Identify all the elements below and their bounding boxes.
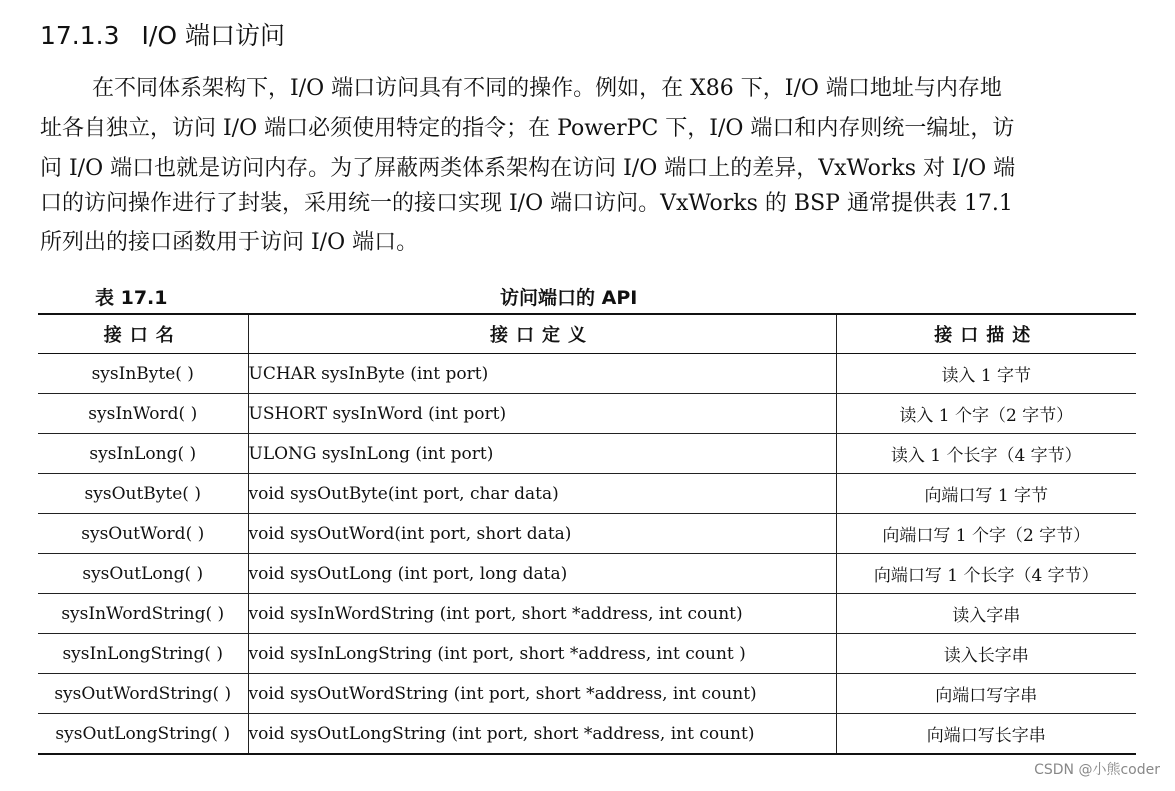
cell-description: 向端口写 1 个长字（4 字节） bbox=[836, 554, 1136, 594]
paragraph-line: 问 I/O 端口也就是访问内存。为了屏蔽两类体系架构在访问 I/O 端口上的差异，VxWorks 对 I/O 端 bbox=[40, 156, 1016, 181]
cell-definition: void sysOutLong (int port, long data) bbox=[248, 554, 836, 594]
cell-definition: USHORT sysInWord (int port) bbox=[248, 394, 836, 434]
cell-name: sysInWordString( ) bbox=[38, 594, 248, 634]
section-number: 17.1.3 bbox=[40, 21, 120, 50]
table-row bbox=[38, 554, 1136, 594]
table-header-row bbox=[38, 314, 1136, 354]
cell-description: 读入长字串 bbox=[836, 634, 1136, 674]
cell-definition: void sysInWordString (int port, short *address, int count) bbox=[248, 594, 836, 634]
cell-description: 读入 1 个字（2 字节） bbox=[836, 394, 1136, 434]
header-interface-description: 接口描述 bbox=[836, 314, 1136, 354]
cell-name: sysOutByte( ) bbox=[38, 474, 248, 514]
table-row bbox=[38, 674, 1136, 714]
cell-name: sysInLongString( ) bbox=[38, 634, 248, 674]
table-number: 表 17.1 bbox=[95, 287, 168, 309]
paragraph-line: 所列出的接口函数用于访问 I/O 端口。 bbox=[40, 230, 419, 255]
paragraph-line: 口的访问操作进行了封装，采用统一的接口实现 I/O 端口访问。VxWorks 的 BSP 通常提供表 17.1 bbox=[40, 191, 1013, 216]
cell-name: sysOutWordString( ) bbox=[38, 674, 248, 714]
cell-name: sysOutLongString( ) bbox=[38, 714, 248, 755]
cell-description: 读入 1 字节 bbox=[836, 354, 1136, 394]
table-row bbox=[38, 714, 1136, 755]
cell-description: 向端口写字串 bbox=[836, 674, 1136, 714]
cell-definition: void sysOutWordString (int port, short *address, int count) bbox=[248, 674, 836, 714]
section-title: I/O 端口访问 bbox=[141, 21, 285, 50]
section-heading bbox=[40, 16, 285, 52]
header-interface-definition: 接口定义 bbox=[248, 314, 836, 354]
cell-name: sysOutLong( ) bbox=[38, 554, 248, 594]
cell-name: sysOutWord( ) bbox=[38, 514, 248, 554]
table-row bbox=[38, 634, 1136, 674]
table-title: 访问端口的 API bbox=[500, 287, 638, 309]
cell-name: sysInWord( ) bbox=[38, 394, 248, 434]
cell-description: 向端口写 1 字节 bbox=[836, 474, 1136, 514]
api-table bbox=[38, 313, 1136, 755]
table-row bbox=[38, 594, 1136, 634]
header-interface-name: 接口名 bbox=[38, 314, 248, 354]
cell-description: 读入 1 个长字（4 字节） bbox=[836, 434, 1136, 474]
cell-description: 向端口写长字串 bbox=[836, 714, 1136, 755]
paragraph-line: 址各自独立，访问 I/O 端口必须使用特定的指令；在 PowerPC 下，I/O 端口和内存则统一编址，访 bbox=[40, 116, 1015, 141]
cell-name: sysInLong( ) bbox=[38, 434, 248, 474]
table-row bbox=[38, 394, 1136, 434]
table-row bbox=[38, 514, 1136, 554]
cell-name: sysInByte( ) bbox=[38, 354, 248, 394]
cell-definition: ULONG sysInLong (int port) bbox=[248, 434, 836, 474]
table-row bbox=[38, 354, 1136, 394]
cell-definition: void sysInLongString (int port, short *address, int count ) bbox=[248, 634, 836, 674]
cell-definition: void sysOutLongString (int port, short *address, int count) bbox=[248, 714, 836, 755]
paragraph-line: 在不同体系架构下，I/O 端口访问具有不同的操作。例如，在 X86 下，I/O 端口地址与内存地 bbox=[92, 76, 1002, 101]
cell-description: 读入字串 bbox=[836, 594, 1136, 634]
table-row bbox=[38, 474, 1136, 514]
watermark: CSDN @小熊coder bbox=[1034, 762, 1160, 778]
cell-definition: UCHAR sysInByte (int port) bbox=[248, 354, 836, 394]
cell-definition: void sysOutWord(int port, short data) bbox=[248, 514, 836, 554]
table-row bbox=[38, 434, 1136, 474]
cell-definition: void sysOutByte(int port, char data) bbox=[248, 474, 836, 514]
cell-description: 向端口写 1 个字（2 字节） bbox=[836, 514, 1136, 554]
